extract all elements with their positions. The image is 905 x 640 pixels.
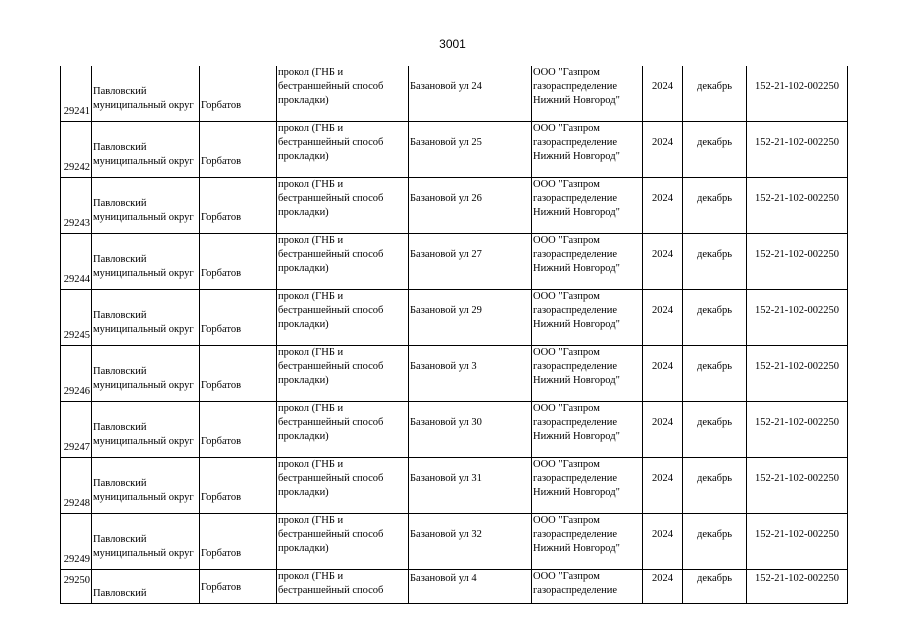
code-cell-text: 152-21-102-002250 bbox=[755, 529, 839, 540]
code-cell-text: 152-21-102-002250 bbox=[755, 137, 839, 148]
work-type-cell bbox=[277, 570, 409, 604]
work-type-cell-line: прокол (ГНБ и bbox=[278, 347, 344, 358]
code-cell-text: 152-21-102-002250 bbox=[755, 361, 839, 372]
city-cell bbox=[200, 234, 277, 290]
district-cell-line: муниципальный округ bbox=[93, 547, 194, 559]
month-cell-text: декабрь bbox=[697, 573, 732, 584]
year-cell-text: 2024 bbox=[652, 529, 673, 540]
organization-cell bbox=[532, 66, 643, 122]
district-cell-line: Павловский bbox=[93, 85, 147, 97]
record-number-text: 29246 bbox=[63, 386, 90, 397]
month-cell-text: декабрь bbox=[697, 529, 732, 540]
year-cell bbox=[643, 570, 683, 604]
city-cell bbox=[200, 290, 277, 346]
organization-cell bbox=[532, 402, 643, 458]
month-cell bbox=[683, 514, 747, 570]
month-cell-text: декабрь bbox=[697, 473, 732, 484]
district-cell-line: муниципальный округ bbox=[93, 155, 194, 167]
work-type-cell-line: прокол (ГНБ и bbox=[278, 179, 344, 190]
district-cell-line: Павловский bbox=[93, 587, 147, 599]
address-cell bbox=[409, 178, 532, 234]
organization-cell-line: газораспределение bbox=[533, 417, 618, 428]
organization-cell bbox=[532, 346, 643, 402]
register-table bbox=[60, 66, 848, 604]
city-cell-text: Горбатов bbox=[201, 547, 242, 559]
work-type-cell-line: бестраншейный способ bbox=[278, 305, 384, 316]
city-cell bbox=[200, 66, 277, 122]
month-cell bbox=[683, 178, 747, 234]
work-type-cell-line: прокладки) bbox=[278, 431, 329, 442]
month-cell bbox=[683, 66, 747, 122]
record-number bbox=[61, 346, 92, 402]
year-cell bbox=[643, 178, 683, 234]
work-type-cell-line: бестраншейный способ bbox=[278, 417, 384, 428]
district-cell-line: Павловский bbox=[93, 141, 147, 153]
work-type-cell-line: прокол (ГНБ и bbox=[278, 571, 344, 582]
year-cell bbox=[643, 66, 683, 122]
record-number bbox=[61, 290, 92, 346]
code-cell-text: 152-21-102-002250 bbox=[755, 193, 839, 204]
address-cell bbox=[409, 66, 532, 122]
work-type-cell-line: прокол (ГНБ и bbox=[278, 459, 344, 470]
record-number bbox=[61, 402, 92, 458]
address-cell-text: Базановой ул 30 bbox=[410, 417, 482, 428]
organization-cell-line: Нижний Новгород" bbox=[533, 207, 620, 218]
record-number bbox=[61, 234, 92, 290]
code-cell bbox=[747, 290, 848, 346]
record-number bbox=[61, 122, 92, 178]
month-cell bbox=[683, 458, 747, 514]
work-type-cell-line: прокладки) bbox=[278, 319, 329, 330]
organization-cell-line: газораспределение bbox=[533, 361, 618, 372]
code-cell-text: 152-21-102-002250 bbox=[755, 81, 839, 92]
work-type-cell bbox=[277, 514, 409, 570]
district-cell-line: муниципальный округ bbox=[93, 211, 194, 223]
address-cell-text: Базановой ул 24 bbox=[410, 81, 482, 92]
address-cell-text: Базановой ул 25 bbox=[410, 137, 482, 148]
organization-cell-line: ООО "Газпром bbox=[533, 347, 600, 358]
city-cell bbox=[200, 458, 277, 514]
district-cell-line: Павловский bbox=[93, 533, 147, 545]
table-row bbox=[61, 458, 848, 514]
organization-cell-line: ООО "Газпром bbox=[533, 67, 600, 78]
organization-cell-line: газораспределение bbox=[533, 249, 618, 260]
work-type-cell-line: бестраншейный способ bbox=[278, 529, 384, 540]
address-cell-text: Базановой ул 27 bbox=[410, 249, 482, 260]
year-cell bbox=[643, 514, 683, 570]
work-type-cell bbox=[277, 234, 409, 290]
work-type-cell bbox=[277, 290, 409, 346]
organization-cell-line: ООО "Газпром bbox=[533, 123, 600, 134]
city-cell-text: Горбатов bbox=[201, 435, 242, 447]
work-type-cell-line: прокладки) bbox=[278, 207, 329, 218]
city-cell-text: Горбатов bbox=[201, 491, 242, 503]
month-cell bbox=[683, 570, 747, 604]
year-cell bbox=[643, 458, 683, 514]
district-cell-line: муниципальный округ bbox=[93, 267, 194, 279]
code-cell bbox=[747, 458, 848, 514]
month-cell-text: декабрь bbox=[697, 361, 732, 372]
year-cell-text: 2024 bbox=[652, 305, 673, 316]
address-cell bbox=[409, 458, 532, 514]
work-type-cell-line: прокладки) bbox=[278, 263, 329, 274]
district-cell-line: муниципальный округ bbox=[93, 435, 194, 447]
district-cell-line: Павловский bbox=[93, 365, 147, 377]
record-number bbox=[61, 66, 92, 122]
code-cell bbox=[747, 234, 848, 290]
city-cell-text: Горбатов bbox=[201, 379, 242, 391]
district-cell bbox=[92, 570, 200, 604]
year-cell bbox=[643, 402, 683, 458]
work-type-cell-line: прокол (ГНБ и bbox=[278, 291, 344, 302]
month-cell-text: декабрь bbox=[697, 249, 732, 260]
work-type-cell-line: прокол (ГНБ и bbox=[278, 403, 344, 414]
month-cell bbox=[683, 290, 747, 346]
work-type-cell bbox=[277, 402, 409, 458]
address-cell bbox=[409, 402, 532, 458]
year-cell-text: 2024 bbox=[652, 573, 673, 584]
table-row bbox=[61, 290, 848, 346]
organization-cell bbox=[532, 458, 643, 514]
work-type-cell-line: бестраншейный способ bbox=[278, 193, 384, 204]
year-cell-text: 2024 bbox=[652, 249, 673, 260]
city-cell bbox=[200, 122, 277, 178]
organization-cell-line: газораспределение bbox=[533, 585, 618, 596]
organization-cell-line: Нижний Новгород" bbox=[533, 263, 620, 274]
organization-cell-line: газораспределение bbox=[533, 473, 618, 484]
work-type-cell-line: бестраншейный способ bbox=[278, 137, 384, 148]
city-cell-text: Горбатов bbox=[201, 323, 242, 335]
month-cell-text: декабрь bbox=[697, 81, 732, 92]
work-type-cell-line: бестраншейный способ bbox=[278, 81, 384, 92]
year-cell bbox=[643, 122, 683, 178]
address-cell bbox=[409, 290, 532, 346]
district-cell-line: Павловский bbox=[93, 253, 147, 265]
work-type-cell-line: прокладки) bbox=[278, 375, 329, 386]
organization-cell-line: ООО "Газпром bbox=[533, 179, 600, 190]
work-type-cell-line: прокладки) bbox=[278, 151, 329, 162]
organization-cell-line: Нижний Новгород" bbox=[533, 375, 620, 386]
month-cell bbox=[683, 234, 747, 290]
record-number bbox=[61, 514, 92, 570]
work-type-cell-line: прокладки) bbox=[278, 95, 329, 106]
district-cell-line: Павловский bbox=[93, 477, 147, 489]
city-cell bbox=[200, 346, 277, 402]
district-cell bbox=[92, 458, 200, 514]
work-type-cell bbox=[277, 178, 409, 234]
district-cell-line: муниципальный округ bbox=[93, 379, 194, 391]
table-row bbox=[61, 234, 848, 290]
district-cell-line: муниципальный округ bbox=[93, 491, 194, 503]
work-type-cell-line: прокол (ГНБ и bbox=[278, 235, 344, 246]
city-cell-text: Горбатов bbox=[201, 99, 242, 111]
page-number: 3001 bbox=[439, 37, 466, 51]
address-cell bbox=[409, 346, 532, 402]
city-cell-text: Горбатов bbox=[201, 155, 242, 167]
record-number-text: 29242 bbox=[63, 162, 90, 173]
work-type-cell-line: бестраншейный способ bbox=[278, 585, 384, 596]
month-cell bbox=[683, 346, 747, 402]
organization-cell bbox=[532, 570, 643, 604]
month-cell-text: декабрь bbox=[697, 193, 732, 204]
code-cell bbox=[747, 570, 848, 604]
work-type-cell bbox=[277, 66, 409, 122]
code-cell bbox=[747, 178, 848, 234]
address-cell bbox=[409, 122, 532, 178]
address-cell bbox=[409, 514, 532, 570]
work-type-cell-line: прокладки) bbox=[278, 543, 329, 554]
organization-cell-line: ООО "Газпром bbox=[533, 515, 600, 526]
code-cell-text: 152-21-102-002250 bbox=[755, 473, 839, 484]
organization-cell bbox=[532, 178, 643, 234]
organization-cell-line: газораспределение bbox=[533, 81, 618, 92]
code-cell bbox=[747, 122, 848, 178]
work-type-cell-line: бестраншейный способ bbox=[278, 361, 384, 372]
code-cell-text: 152-21-102-002250 bbox=[755, 573, 839, 584]
code-cell-text: 152-21-102-002250 bbox=[755, 305, 839, 316]
record-number bbox=[61, 570, 92, 604]
year-cell-text: 2024 bbox=[652, 417, 673, 428]
district-cell bbox=[92, 178, 200, 234]
district-cell-line: муниципальный округ bbox=[93, 323, 194, 335]
city-cell-text: Горбатов bbox=[201, 211, 242, 223]
year-cell-text: 2024 bbox=[652, 137, 673, 148]
organization-cell-line: газораспределение bbox=[533, 529, 618, 540]
district-cell bbox=[92, 122, 200, 178]
work-type-cell-line: прокол (ГНБ и bbox=[278, 123, 344, 134]
district-cell-line: Павловский bbox=[93, 421, 147, 433]
year-cell bbox=[643, 290, 683, 346]
organization-cell-line: газораспределение bbox=[533, 193, 618, 204]
organization-cell-line: ООО "Газпром bbox=[533, 291, 600, 302]
address-cell-text: Базановой ул 31 bbox=[410, 473, 482, 484]
address-cell-text: Базановой ул 4 bbox=[410, 573, 477, 584]
month-cell-text: декабрь bbox=[697, 137, 732, 148]
record-number-text: 29247 bbox=[63, 442, 90, 453]
table-row bbox=[61, 346, 848, 402]
district-cell-line: Павловский bbox=[93, 309, 147, 321]
organization-cell-line: ООО "Газпром bbox=[533, 403, 600, 414]
record-number-text: 29248 bbox=[63, 498, 90, 509]
city-cell bbox=[200, 178, 277, 234]
code-cell bbox=[747, 346, 848, 402]
organization-cell-line: ООО "Газпром bbox=[533, 459, 600, 470]
year-cell-text: 2024 bbox=[652, 81, 673, 92]
work-type-cell bbox=[277, 458, 409, 514]
record-number-text: 29245 bbox=[63, 330, 90, 341]
month-cell bbox=[683, 402, 747, 458]
district-cell bbox=[92, 290, 200, 346]
organization-cell-line: Нижний Новгород" bbox=[533, 95, 620, 106]
record-number bbox=[61, 178, 92, 234]
month-cell-text: декабрь bbox=[697, 417, 732, 428]
address-cell-text: Базановой ул 3 bbox=[410, 361, 477, 372]
table-row bbox=[61, 178, 848, 234]
district-cell bbox=[92, 66, 200, 122]
district-cell bbox=[92, 234, 200, 290]
city-cell-text: Горбатов bbox=[201, 581, 242, 593]
work-type-cell-line: прокол (ГНБ и bbox=[278, 515, 344, 526]
city-cell bbox=[200, 514, 277, 570]
organization-cell-line: Нижний Новгород" bbox=[533, 543, 620, 554]
table-row bbox=[61, 122, 848, 178]
address-cell bbox=[409, 570, 532, 604]
work-type-cell-line: бестраншейный способ bbox=[278, 473, 384, 484]
work-type-cell-line: бестраншейный способ bbox=[278, 249, 384, 260]
address-cell-text: Базановой ул 32 bbox=[410, 529, 482, 540]
record-number-text: 29243 bbox=[63, 218, 90, 229]
organization-cell-line: Нижний Новгород" bbox=[533, 151, 620, 162]
district-cell-line: муниципальный округ bbox=[93, 99, 194, 111]
code-cell-text: 152-21-102-002250 bbox=[755, 417, 839, 428]
table-row bbox=[61, 570, 848, 604]
table-row bbox=[61, 514, 848, 570]
organization-cell-line: газораспределение bbox=[533, 137, 618, 148]
table-row bbox=[61, 66, 848, 122]
record-number-text: 29241 bbox=[63, 106, 90, 117]
work-type-cell-line: прокладки) bbox=[278, 487, 329, 498]
district-cell bbox=[92, 346, 200, 402]
address-cell bbox=[409, 234, 532, 290]
city-cell bbox=[200, 402, 277, 458]
organization-cell-line: ООО "Газпром bbox=[533, 235, 600, 246]
organization-cell-line: газораспределение bbox=[533, 305, 618, 316]
organization-cell bbox=[532, 122, 643, 178]
district-cell bbox=[92, 514, 200, 570]
city-cell-text: Горбатов bbox=[201, 267, 242, 279]
district-cell bbox=[92, 402, 200, 458]
work-type-cell bbox=[277, 346, 409, 402]
organization-cell-line: Нижний Новгород" bbox=[533, 319, 620, 330]
year-cell-text: 2024 bbox=[652, 193, 673, 204]
year-cell bbox=[643, 234, 683, 290]
organization-cell-line: Нижний Новгород" bbox=[533, 487, 620, 498]
address-cell-text: Базановой ул 26 bbox=[410, 193, 482, 204]
address-cell-text: Базановой ул 29 bbox=[410, 305, 482, 316]
organization-cell-line: Нижний Новгород" bbox=[533, 431, 620, 442]
table-row bbox=[61, 402, 848, 458]
organization-cell bbox=[532, 234, 643, 290]
code-cell bbox=[747, 66, 848, 122]
year-cell bbox=[643, 346, 683, 402]
year-cell-text: 2024 bbox=[652, 361, 673, 372]
organization-cell bbox=[532, 290, 643, 346]
work-type-cell bbox=[277, 122, 409, 178]
month-cell bbox=[683, 122, 747, 178]
organization-cell-line: ООО "Газпром bbox=[533, 571, 600, 582]
month-cell-text: декабрь bbox=[697, 305, 732, 316]
district-cell-line: Павловский bbox=[93, 197, 147, 209]
organization-cell bbox=[532, 514, 643, 570]
code-cell bbox=[747, 402, 848, 458]
city-cell bbox=[200, 570, 277, 604]
record-number-text: 29250 bbox=[63, 575, 90, 586]
code-cell-text: 152-21-102-002250 bbox=[755, 249, 839, 260]
year-cell-text: 2024 bbox=[652, 473, 673, 484]
record-number-text: 29244 bbox=[63, 274, 90, 285]
code-cell bbox=[747, 514, 848, 570]
register-body bbox=[61, 66, 848, 604]
work-type-cell-line: прокол (ГНБ и bbox=[278, 67, 344, 78]
record-number bbox=[61, 458, 92, 514]
record-number-text: 29249 bbox=[63, 554, 90, 565]
